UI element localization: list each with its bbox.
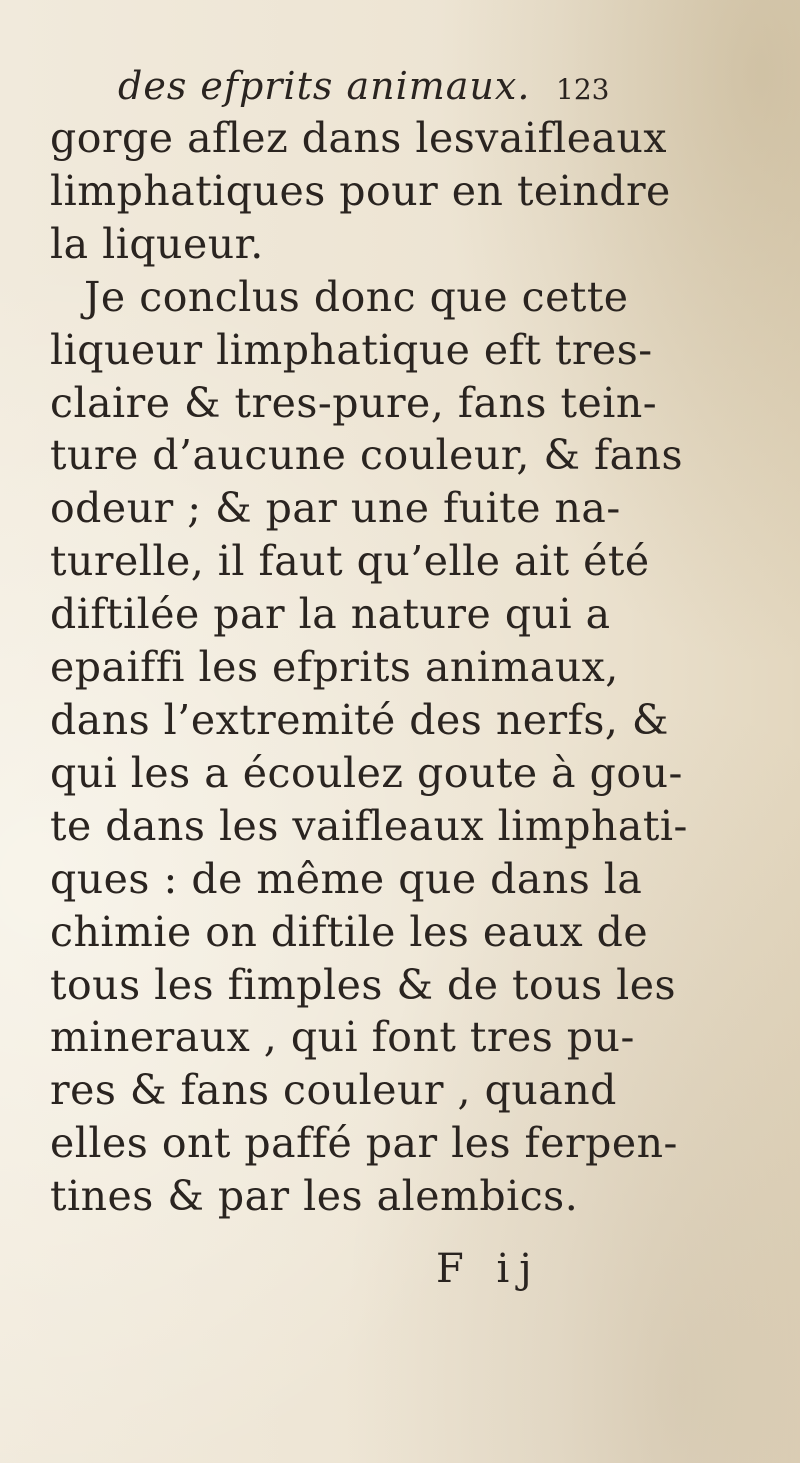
text-line: limphatiques pour en teindre (50, 166, 671, 215)
text-line: diftilée par la nature qui a (50, 590, 611, 639)
body-text (50, 112, 750, 1223)
text-line: te dans les vaifleaux limphati- (50, 801, 688, 850)
text-line: claire & tres-pure, fans tein- (50, 378, 658, 427)
text-line: gorge aflez dans lesvaifleaux (50, 114, 668, 162)
text-line: ques : de même que dans la (50, 854, 643, 903)
running-title: des efprits animaux. (118, 64, 531, 108)
text-line: ture d’aucune couleur, & fans (50, 431, 684, 480)
text-line: mineraux , qui font tres pu- (50, 1013, 635, 1062)
text-line: epaiffi les efprits animaux, (50, 643, 619, 692)
text-line: qui les a écoulez goute à gou- (50, 748, 683, 797)
text-line: res & fans couleur , quand (50, 1066, 617, 1115)
text-line: dans l’extremité des nerfs, & (50, 695, 669, 744)
signature-mark: F ij (436, 1246, 542, 1292)
text-line: tines & par les alembics. (50, 1172, 579, 1221)
text-line: odeur ; & par une fuite na- (50, 484, 621, 533)
page-number: 123 (556, 73, 610, 106)
text-line: Je conclus donc que cette (84, 272, 629, 321)
text-line: tous les fimples & de tous les (50, 960, 677, 1009)
text-line: la liqueur. (50, 219, 264, 268)
text-line: turelle, il faut qu’elle ait été (50, 537, 650, 586)
running-head (118, 62, 610, 112)
text-line: elles ont paffé par les ferpen- (50, 1119, 678, 1168)
text-line: liqueur limphatique eft tres- (50, 325, 653, 374)
text-line: chimie on diftile les eaux de (50, 907, 649, 956)
